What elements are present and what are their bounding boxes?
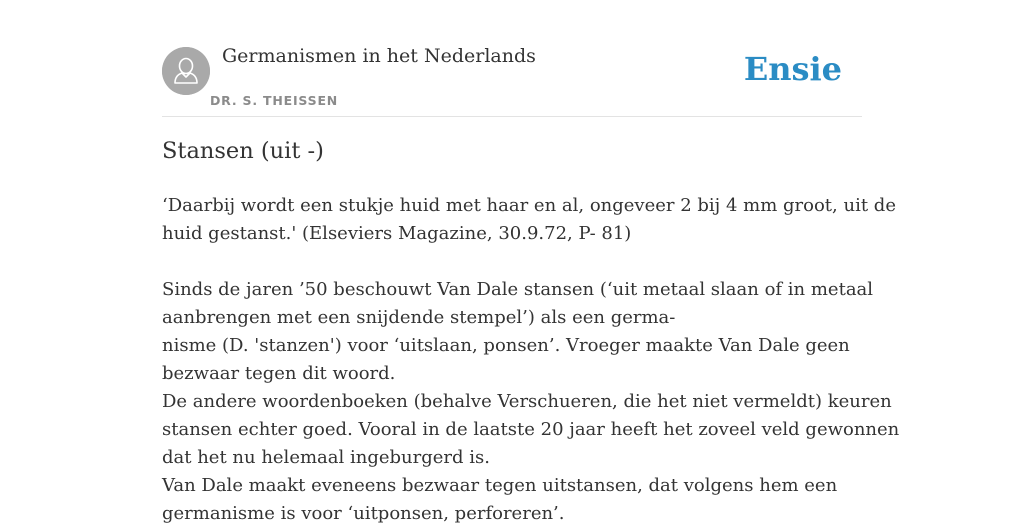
body-line: De andere woordenboeken (behalve Verschueren, die het niet vermeldt) keuren [162,391,892,412]
article-body [162,192,900,528]
body-line: Sinds de jaren ’50 beschouwt Van Dale stansen (‘uit metaal slaan of in metaal [162,279,874,300]
article-title: Stansen (uit -) [162,138,324,164]
body-line: germanisme is voor ‘uitponsen, perforeren’. [162,503,565,524]
header [162,0,862,117]
body-line: nisme (D. 'stanzen') voor ‘uitslaan, ponsen’. Vroeger maakte Van Dale geen [162,335,850,356]
body-line: bezwaar tegen dit woord. [162,363,396,384]
body-line: dat het nu helemaal ingeburgerd is. [162,447,490,468]
user-avatar-icon[interactable] [162,47,210,95]
brand-logo[interactable]: Ensie [743,50,842,88]
body-line: stansen echter goed. Vooral in de laatste 20 jaar heeft het zoveel veld gewonnen [162,419,900,440]
body-line: Van Dale maakt eveneens bezwaar tegen uitstansen, dat volgens hem een [162,475,838,496]
author-name[interactable]: DR. S. THEISSEN [210,93,339,108]
body-line: huid gestanst.' (Elseviers Magazine, 30.9.72, P- 81) [162,223,632,244]
body-line: aanbrengen met een snijdende stempel’) als een germa- [162,307,676,328]
body-line [162,248,862,276]
book-title[interactable]: Germanismen in het Nederlands [222,45,536,67]
body-line: ‘Daarbij wordt een stukje huid met haar en al, ongeveer 2 bij 4 mm groot, uit de [162,195,896,216]
